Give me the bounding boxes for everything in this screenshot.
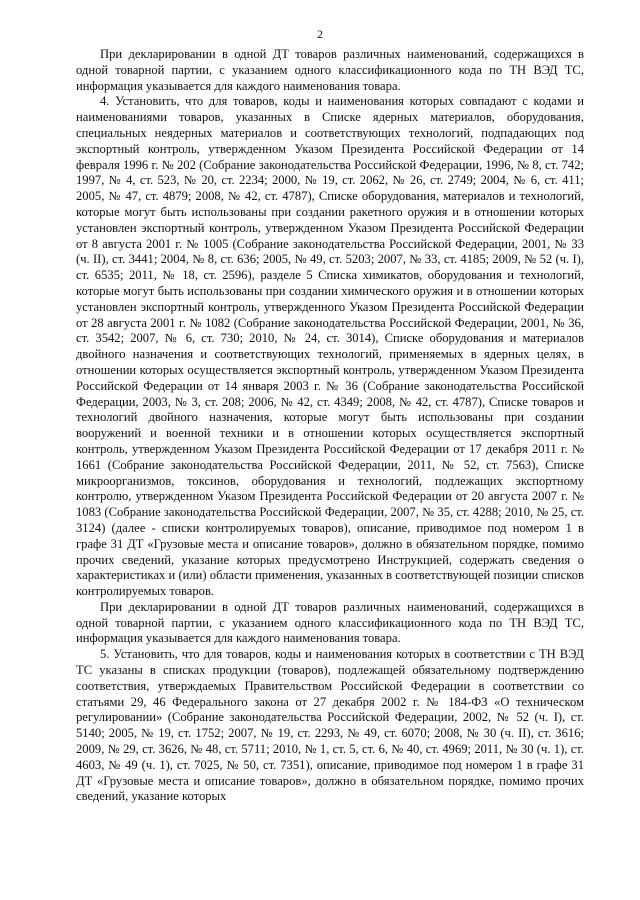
paragraph-declaration-note: При декларировании в одной ДТ товаров различных наименований, содержащихся в одной товарной партии, с указанием одного классификационного кода по ТН ВЭД ТС, информация указывается для каждого наименования товара.	[76, 47, 584, 93]
paragraph-item-4: 4. Установить, что для товаров, коды и наименования которых совпадают с кодами и наименованиями товаров, указанных в Списке ядерных материалов, оборудования, специальных неядерных материалов и соответствующих технологий, подпадающих под экспортный контроль, утвержденном Указом Президента Российской Федерации от 14 февраля 1996 г. № 202 (Собрание законодательства Российской Федерации, 1996, № 8, ст. 742; 1997, № 4, ст. 523, № 20, ст. 2234; 2000, № 19, ст. 2062, № 26, ст. 2749; 2004, № 6, ст. 411; 2005, № 47, ст. 4879; 2008, № 42, ст. 4787), Списке оборудования, материалов и технологий, которые могут быть использованы при создании ракетного оружия и в отношении которых установлен экспортный контроль, утвержденном Указом Президента Российской Федерации от 8 августа 2001 г. № 1005 (Собрание законодательства Российской Федерации, 2001, № 33 (ч. II), ст. 3441; 2004, № 8, ст. 636; 2005, № 49, ст. 5203; 2007, № 33, ст. 4185; 2009, № 52 (ч. I), ст. 6535; 2011, № 18, ст. 2596), разделе 5 Списка химикатов, оборудования и технологий, которые могут быть использованы при создании химического оружия и в отношении которых установлен экспортный контроль, утвержденного Указом Президента Российской Федерации от 28 августа 2001 г. № 1082 (Собрание законодательства Российской Федерации, 2001, № 36, ст. 3542; 2007, № 6, ст. 730; 2010, № 24, ст. 3014), Списке оборудования и материалов двойного назначения и соответствующих технологий, применяемых в ядерных целях, в отношении которых осуществляется экспортный контроль, утвержденном Указом Президента Российской Федерации от 14 января 2003 г. № 36 (Собрание законодательства Российской Федерации, 2003, № 3, ст. 208; 2006, № 42, ст. 4349; 2008, № 42, ст. 4787), Списке товаров и технологий двойного назначения, которые могут быть использованы при создании вооружений и военной техники и в отношении которых осуществляется экспортный контроль, утвержденном Указом Президента Российской Федерации от 17 декабря 2011 г. № 1661 (Собрание законодательства Российской Федерации, 2011, № 52, ст. 7563), Списке микроорганизмов, токсинов, оборудования и технологий, подлежащих экспортному контролю, утвержденном Указом Президента Российской Федерации от 20 августа 2007 г. № 1083 (Собрание законодательства Российской Федерации, 2007, № 35, ст. 4288; 2010, № 25, ст. 3124) (далее - списки контролируемых товаров), описание, приводимое под номером 1 в графе 31 ДТ «Грузовые места и описание товаров», должно в обязательном порядке, помимо прочих сведений, указание которых предусмотрено Инструкцией, содержать сведения о характеристиках и (или) области применения, указанных в соответствующей позиции списков контролируемых товаров.	[76, 94, 584, 599]
paragraph-item-5: 5. Установить, что для товаров, коды и наименования которых в соответствии с ТН ВЭД ТС указаны в списках продукции (товаров), подлежащей обязательному подтверждению соответствия, утверждаемых Правительством Российской Федерации в соответствии со статьями 29, 46 Федерального закона от 27 декабря 2002 г. № 184-ФЗ «О техническом регулировании» (Собрание законодательства Российской Федерации, 2002, № 52 (ч. I), ст. 5140; 2005, № 19, ст. 1752; 2007, № 19, ст. 2293, № 49, ст. 6070; 2008, № 30 (ч. II), ст. 3616; 2009, № 29, ст. 3626, № 48, ст. 5711; 2010, № 1, ст. 5, ст. 6, № 40, ст. 4969; 2011, № 30 (ч. 1), ст. 4603, № 49 (ч. 1), ст. 7025, № 50, ст. 7351), описание, приводимое под номером 1 в графе 31 ДТ «Грузовые места и описание товаров», должно в обязательном порядке, помимо прочих сведений, указание которых	[76, 647, 584, 804]
page-number: 2	[317, 27, 323, 41]
paragraph-declaration-note-repeat: При декларировании в одной ДТ товаров различных наименований, содержащихся в одной товарной партии, с указанием одного классификационного кода по ТН ВЭД ТС, информация указывается для каждого наименования товара.	[76, 599, 584, 646]
document-body	[76, 47, 584, 805]
